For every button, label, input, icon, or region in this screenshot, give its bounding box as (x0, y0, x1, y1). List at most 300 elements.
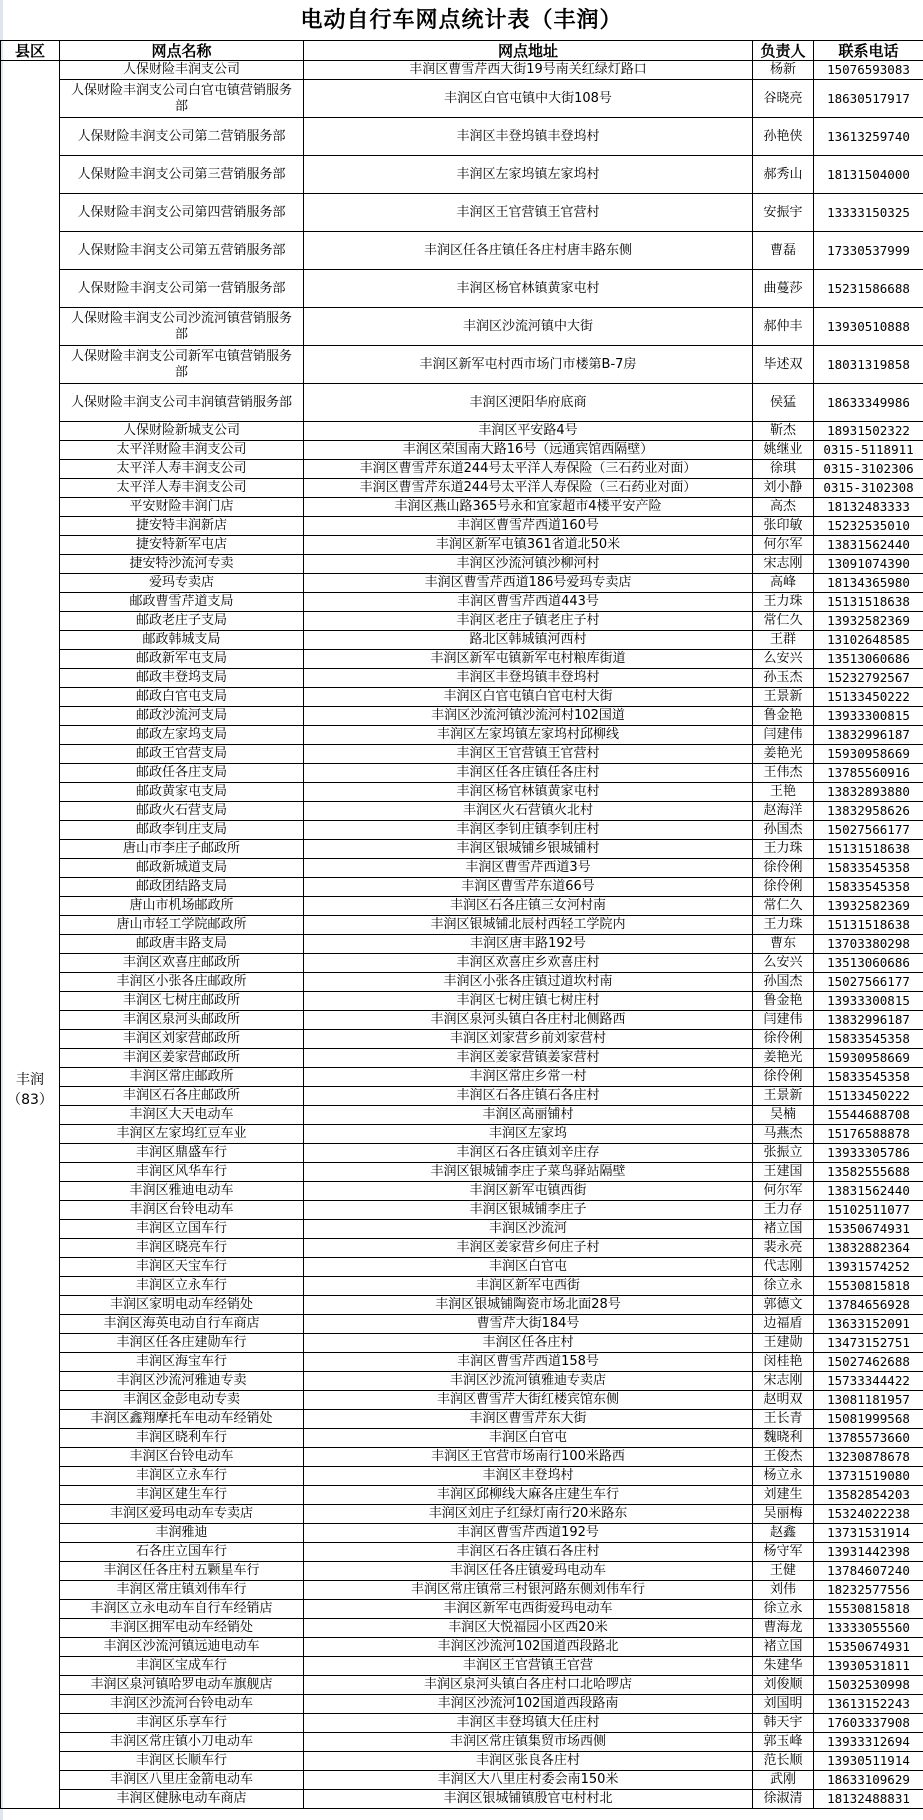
table-row (1, 1030, 923, 1049)
cell-phone: 13582555688 (814, 1163, 923, 1182)
table-row (1, 745, 923, 764)
cell-phone: 13081181957 (814, 1391, 923, 1410)
cell-person: 曹海龙 (753, 1619, 814, 1638)
cell-person: 郭德文 (753, 1296, 814, 1315)
cell-phone: 15176588878 (814, 1125, 923, 1144)
cell-phone: 13784656928 (814, 1296, 923, 1315)
cell-person: 姚继业 (753, 441, 814, 460)
cell-address: 丰润区左家坞 (304, 1125, 753, 1144)
cell-address: 丰润区沙流河102国道西段路北 (304, 1638, 753, 1657)
cell-phone: 18131504000 (814, 156, 923, 194)
cell-address: 丰润区石各庄镇石各庄村 (304, 1087, 753, 1106)
cell-person: 王力珠 (753, 840, 814, 859)
cell-person: 常仁久 (753, 897, 814, 916)
cell-address: 丰润区新军屯西街爱玛电动车 (304, 1600, 753, 1619)
cell-address: 丰润区银城铺李庄子 (304, 1201, 753, 1220)
cell-address: 丰润区王官营市场南行100米路西 (304, 1448, 753, 1467)
cell-address: 丰润区曹雪芹西大街19号南关红绿灯路口 (304, 61, 753, 80)
cell-outlet-name: 唐山市轻工学院邮政所 (60, 916, 304, 935)
table-row (1, 1315, 923, 1334)
cell-person: 安振宇 (753, 194, 814, 232)
cell-phone: 15076593083 (814, 61, 923, 80)
table-row (1, 688, 923, 707)
cell-person: 王艳 (753, 783, 814, 802)
cell-outlet-name: 丰润区泉河头邮政所 (60, 1011, 304, 1030)
cell-phone: 13731531914 (814, 1524, 923, 1543)
table-row (1, 878, 923, 897)
cell-person: 王景新 (753, 688, 814, 707)
cell-person: 徐伶俐 (753, 878, 814, 897)
cell-outlet-name: 丰润区沙流河台铃电动车 (60, 1695, 304, 1714)
cell-person: 王俊杰 (753, 1448, 814, 1467)
cell-address: 丰润区曹雪芹西道160号 (304, 517, 753, 536)
table-row (1, 707, 923, 726)
table-row (1, 270, 923, 308)
cell-outlet-name: 丰润区常庄镇小刀电动车 (60, 1733, 304, 1752)
table-row (1, 536, 923, 555)
cell-phone: 0315-3102308 (814, 479, 923, 498)
table-row (1, 1771, 923, 1790)
cell-outlet-name: 人保财险丰润支公司第二营销服务部 (60, 118, 304, 156)
cell-address: 丰润区曹雪芹东道244号太平洋人寿保险（三石药业对面） (304, 479, 753, 498)
cell-address: 丰润区泉河头镇白各庄村口北哈啰店 (304, 1676, 753, 1695)
table-row (1, 517, 923, 536)
cell-person: 姜艳光 (753, 745, 814, 764)
cell-outlet-name: 丰润区八里庄金箭电动车 (60, 1771, 304, 1790)
cell-outlet-name: 丰润区天宝车行 (60, 1258, 304, 1277)
cell-outlet-name: 人保财险丰润支公司第一营销服务部 (60, 270, 304, 308)
cell-person: 鲁金艳 (753, 992, 814, 1011)
cell-address: 丰润区大八里庄村委会南150米 (304, 1771, 753, 1790)
cell-outlet-name: 石各庄立国车行 (60, 1543, 304, 1562)
cell-person: 刘国明 (753, 1695, 814, 1714)
outlet-table (0, 40, 923, 1809)
cell-outlet-name: 丰润区长顺车行 (60, 1752, 304, 1771)
table-row (1, 156, 923, 194)
cell-outlet-name: 平安财险丰润门店 (60, 498, 304, 517)
cell-person: 刘伟 (753, 1581, 814, 1600)
cell-address: 丰润区唐丰路192号 (304, 935, 753, 954)
cell-phone: 13703380298 (814, 935, 923, 954)
table-row (1, 1429, 923, 1448)
cell-outlet-name: 丰润区任各庄村五颗星车行 (60, 1562, 304, 1581)
cell-address: 路北区韩城镇河西村 (304, 631, 753, 650)
cell-person: 吴楠 (753, 1106, 814, 1125)
table-row (1, 346, 923, 384)
cell-outlet-name: 邮政唐丰路支局 (60, 935, 304, 954)
cell-person: 赵明双 (753, 1391, 814, 1410)
cell-address: 丰润区泉河头镇白各庄村北侧路西 (304, 1011, 753, 1030)
cell-address: 丰润区邱柳线大麻各庄建生车行 (304, 1486, 753, 1505)
cell-outlet-name: 邮政韩城支局 (60, 631, 304, 650)
cell-outlet-name: 丰润区欢喜庄邮政所 (60, 954, 304, 973)
table-row (1, 1258, 923, 1277)
cell-address: 丰润区沙流河镇沙流河村102国道 (304, 707, 753, 726)
cell-outlet-name: 唐山市李庄子邮政所 (60, 840, 304, 859)
table-row (1, 1163, 923, 1182)
cell-person: 何尔军 (753, 536, 814, 555)
cell-outlet-name: 人保财险丰润支公司新军屯镇营销服务部 (60, 346, 304, 384)
cell-phone: 13832996187 (814, 1011, 923, 1030)
cell-outlet-name: 唐山市机场邮政所 (60, 897, 304, 916)
cell-phone: 13582854203 (814, 1486, 923, 1505)
table-row (1, 650, 923, 669)
cell-phone: 15131518638 (814, 840, 923, 859)
cell-outlet-name: 丰润区刘家营邮政所 (60, 1030, 304, 1049)
cell-address: 丰润区丰登坞镇大任庄村 (304, 1714, 753, 1733)
table-row (1, 1695, 923, 1714)
table-row (1, 1752, 923, 1771)
cell-address: 丰润区姜家营镇姜家营村 (304, 1049, 753, 1068)
cell-phone: 0315-5118911 (814, 441, 923, 460)
cell-outlet-name: 太平洋财险丰润支公司 (60, 441, 304, 460)
cell-address: 丰润区白官屯 (304, 1258, 753, 1277)
cell-person: 吴丽梅 (753, 1505, 814, 1524)
cell-outlet-name: 丰润区晓利车行 (60, 1429, 304, 1448)
cell-person: 孙玉杰 (753, 669, 814, 688)
cell-phone: 15350674931 (814, 1638, 923, 1657)
table-row (1, 1467, 923, 1486)
cell-address: 丰润区曹雪芹西道443号 (304, 593, 753, 612)
cell-person: 闵桂艳 (753, 1353, 814, 1372)
cell-address: 丰润区白官屯 (304, 1429, 753, 1448)
cell-address: 丰润区丰登坞镇丰登坞村 (304, 118, 753, 156)
cell-phone: 15930958669 (814, 745, 923, 764)
cell-phone: 15833545358 (814, 859, 923, 878)
table-row (1, 574, 923, 593)
cell-person: 徐琪 (753, 460, 814, 479)
cell-phone: 15133450222 (814, 688, 923, 707)
cell-phone: 13930510888 (814, 308, 923, 346)
cell-phone: 13932582369 (814, 612, 923, 631)
cell-address: 丰润区常庄镇集贸市场西侧 (304, 1733, 753, 1752)
cell-outlet-name: 丰润区台铃电动车 (60, 1448, 304, 1467)
cell-phone: 15032530998 (814, 1676, 923, 1695)
table-row (1, 935, 923, 954)
table-row (1, 726, 923, 745)
cell-phone: 13633152091 (814, 1315, 923, 1334)
cell-person: 何尔军 (753, 1182, 814, 1201)
cell-phone: 13933312694 (814, 1733, 923, 1752)
cell-outlet-name: 丰润区风华车行 (60, 1163, 304, 1182)
cell-address: 丰润区曹雪芹西道192号 (304, 1524, 753, 1543)
cell-outlet-name: 丰润区姜家营邮政所 (60, 1049, 304, 1068)
cell-person: 王伟杰 (753, 764, 814, 783)
cell-phone: 15131518638 (814, 916, 923, 935)
cell-outlet-name: 邮政曹雪芹道支局 (60, 593, 304, 612)
cell-person: 孙国杰 (753, 821, 814, 840)
cell-outlet-name: 人保财险丰润支公司沙流河镇营销服务部 (60, 308, 304, 346)
cell-address: 丰润区高丽铺村 (304, 1106, 753, 1125)
cell-person: 马燕杰 (753, 1125, 814, 1144)
cell-outlet-name: 丰润区鑫翔摩托车电动车经销处 (60, 1410, 304, 1429)
table-row (1, 1353, 923, 1372)
cell-phone: 13731519080 (814, 1467, 923, 1486)
table-row (1, 1391, 923, 1410)
cell-address: 丰润区左家坞镇左家坞村邱柳线 (304, 726, 753, 745)
cell-address: 丰润区新军屯村西市场门市楼第B-7房 (304, 346, 753, 384)
cell-person: 孙国杰 (753, 973, 814, 992)
cell-outlet-name: 丰润区建生车行 (60, 1486, 304, 1505)
cell-address: 丰润区石各庄镇石各庄村 (304, 1543, 753, 1562)
table-row (1, 1562, 923, 1581)
cell-outlet-name: 丰润区泉河镇哈罗电动车旗舰店 (60, 1676, 304, 1695)
cell-outlet-name: 捷安特新军屯店 (60, 536, 304, 555)
cell-phone: 13933300815 (814, 707, 923, 726)
cell-person: 王力珠 (753, 916, 814, 935)
cell-address: 丰润区杨官林镇黄家屯村 (304, 270, 753, 308)
cell-phone: 18134365980 (814, 574, 923, 593)
cell-outlet-name: 丰润区宝成车行 (60, 1657, 304, 1676)
cell-address: 丰润区曹雪芹东大街 (304, 1410, 753, 1429)
table-row (1, 460, 923, 479)
table-row (1, 555, 923, 574)
cell-phone: 15530815818 (814, 1600, 923, 1619)
table-row (1, 1106, 923, 1125)
cell-address: 丰润区常庄镇常三村银河路东侧刘伟车行 (304, 1581, 753, 1600)
cell-phone: 15324022238 (814, 1505, 923, 1524)
cell-outlet-name: 丰润区小张各庄邮政所 (60, 973, 304, 992)
cell-person: 代志刚 (753, 1258, 814, 1277)
cell-phone: 13513060686 (814, 650, 923, 669)
cell-person: 刘俊顺 (753, 1676, 814, 1695)
cell-address: 丰润区银城铺北辰村西轻工学院内 (304, 916, 753, 935)
cell-phone: 13933305786 (814, 1144, 923, 1163)
cell-address: 丰润区任各庄镇爱玛电动车 (304, 1562, 753, 1581)
cell-person: 宋志刚 (753, 1372, 814, 1391)
cell-address: 丰润区小张各庄镇过道坎村南 (304, 973, 753, 992)
cell-outlet-name: 人保财险丰润支公司 (60, 61, 304, 80)
cell-phone: 15133450222 (814, 1087, 923, 1106)
cell-address: 丰润区新军屯西街 (304, 1277, 753, 1296)
cell-person: 刘建生 (753, 1486, 814, 1505)
cell-outlet-name: 丰润区七树庄邮政所 (60, 992, 304, 1011)
cell-person: 郭玉峰 (753, 1733, 814, 1752)
cell-phone: 15930958669 (814, 1049, 923, 1068)
cell-outlet-name: 邮政老庄子支局 (60, 612, 304, 631)
cell-address: 丰润区曹雪芹西道186号爱玛专卖店 (304, 574, 753, 593)
cell-address: 丰润区平安路4号 (304, 422, 753, 441)
table-row (1, 821, 923, 840)
cell-address: 丰润区丰登坞村 (304, 1467, 753, 1486)
table-row (1, 764, 923, 783)
cell-person: 张印敏 (753, 517, 814, 536)
table-row (1, 612, 923, 631)
cell-outlet-name: 丰润区海英电动自行车商店 (60, 1315, 304, 1334)
cell-phone: 15733344422 (814, 1372, 923, 1391)
cell-phone: 15027566177 (814, 973, 923, 992)
cell-person: 边福盾 (753, 1315, 814, 1334)
cell-person: 高杰 (753, 498, 814, 517)
cell-outlet-name: 丰润区沙流河雅迪专卖 (60, 1372, 304, 1391)
cell-outlet-name: 丰润区立永车行 (60, 1277, 304, 1296)
cell-person: 徐伶俐 (753, 1068, 814, 1087)
county-cell (1, 61, 60, 1809)
cell-address: 丰润区刘家营乡前刘家营村 (304, 1030, 753, 1049)
cell-person: 王力存 (753, 1201, 814, 1220)
cell-address: 丰润区王官营镇王官营 (304, 1657, 753, 1676)
cell-outlet-name: 人保财险新城支公司 (60, 422, 304, 441)
table-body (1, 61, 923, 1809)
cell-phone: 13333150325 (814, 194, 923, 232)
table-row (1, 441, 923, 460)
cell-phone: 15232535010 (814, 517, 923, 536)
cell-address: 丰润区任各庄村 (304, 1334, 753, 1353)
cell-phone: 18031319858 (814, 346, 923, 384)
cell-person: 武刚 (753, 1771, 814, 1790)
cell-outlet-name: 丰润区常庄镇刘伟车行 (60, 1581, 304, 1600)
cell-outlet-name: 人保财险丰润支公司丰润镇营销服务部 (60, 384, 304, 422)
cell-address: 丰润区任各庄镇任各庄村 (304, 764, 753, 783)
cell-phone: 15350674931 (814, 1220, 923, 1239)
header-address: 网点地址 (304, 41, 753, 61)
table-row (1, 1543, 923, 1562)
cell-outlet-name: 丰润区海宝车行 (60, 1353, 304, 1372)
cell-phone: 18132483333 (814, 498, 923, 517)
cell-outlet-name: 丰润区左家坞红豆车业 (60, 1125, 304, 1144)
cell-phone: 13931442398 (814, 1543, 923, 1562)
cell-address: 丰润区王官营镇王官营村 (304, 194, 753, 232)
cell-phone: 13513060686 (814, 954, 923, 973)
table-row (1, 1790, 923, 1809)
table-row (1, 783, 923, 802)
cell-address: 丰润区曹雪芹大街红楼宾馆东侧 (304, 1391, 753, 1410)
cell-address: 丰润区七树庄镇七树庄村 (304, 992, 753, 1011)
cell-person: 王建国 (753, 1163, 814, 1182)
cell-outlet-name: 邮政新城道支局 (60, 859, 304, 878)
cell-person: 曲蔓莎 (753, 270, 814, 308)
table-row (1, 1220, 923, 1239)
cell-address: 丰润区银城铺李庄子菜鸟驿站隔壁 (304, 1163, 753, 1182)
table-row (1, 80, 923, 118)
cell-phone: 15833545358 (814, 878, 923, 897)
table-row (1, 1068, 923, 1087)
table-row (1, 840, 923, 859)
cell-person: 徐伶俐 (753, 859, 814, 878)
cell-person: 曹磊 (753, 232, 814, 270)
table-row (1, 1581, 923, 1600)
table-row (1, 479, 923, 498)
cell-outlet-name: 丰润区石各庄邮政所 (60, 1087, 304, 1106)
cell-person: 魏晓利 (753, 1429, 814, 1448)
cell-outlet-name: 太平洋人寿丰润支公司 (60, 479, 304, 498)
cell-address: 丰润区沙流河镇沙柳河村 (304, 555, 753, 574)
cell-outlet-name: 邮政丰登坞支局 (60, 669, 304, 688)
cell-address: 曹雪芹大街184号 (304, 1315, 753, 1334)
header-phone: 联系电话 (814, 41, 923, 61)
county-count: （83） (7, 1091, 53, 1108)
table-row (1, 1638, 923, 1657)
cell-person: 谷晓亮 (753, 80, 814, 118)
county-name: 丰润 (16, 1071, 44, 1088)
cell-person: 刘小静 (753, 479, 814, 498)
table-row (1, 61, 923, 80)
table-row (1, 802, 923, 821)
cell-person: 杨新 (753, 61, 814, 80)
cell-person: 王群 (753, 631, 814, 650)
cell-outlet-name: 邮政左家坞支局 (60, 726, 304, 745)
cell-outlet-name: 爱玛专卖店 (60, 574, 304, 593)
cell-address: 丰润区白官屯镇白官屯村大街 (304, 688, 753, 707)
cell-address: 丰润区石各庄镇三女河村南 (304, 897, 753, 916)
cell-address: 丰润区张良各庄村 (304, 1752, 753, 1771)
cell-outlet-name: 捷安特丰润新店 (60, 517, 304, 536)
table-row (1, 1505, 923, 1524)
cell-outlet-name: 人保财险丰润支公司第四营销服务部 (60, 194, 304, 232)
cell-phone: 15027462688 (814, 1353, 923, 1372)
cell-address: 丰润区白官屯镇中大街108号 (304, 80, 753, 118)
cell-address: 丰润区大悦福园小区西20米 (304, 1619, 753, 1638)
cell-outlet-name: 丰润区雅迪电动车 (60, 1182, 304, 1201)
cell-person: 韩天宇 (753, 1714, 814, 1733)
cell-phone: 13832958626 (814, 802, 923, 821)
table-row (1, 916, 923, 935)
cell-phone: 13831562440 (814, 536, 923, 555)
cell-phone: 13784607240 (814, 1562, 923, 1581)
table-row (1, 1144, 923, 1163)
cell-phone: 13831562440 (814, 1182, 923, 1201)
cell-outlet-name: 邮政白官屯支局 (60, 688, 304, 707)
cell-address: 丰润区银城铺乡银城铺村 (304, 840, 753, 859)
cell-outlet-name: 邮政沙流河支局 (60, 707, 304, 726)
cell-person: 么安兴 (753, 954, 814, 973)
cell-person: 么安兴 (753, 650, 814, 669)
cell-address: 丰润区沙流河 (304, 1220, 753, 1239)
table-row (1, 593, 923, 612)
table-row (1, 1277, 923, 1296)
cell-outlet-name: 邮政新军屯支局 (60, 650, 304, 669)
cell-outlet-name: 丰润区立永电动车自行车经销店 (60, 1600, 304, 1619)
cell-phone: 13931574252 (814, 1258, 923, 1277)
table-row (1, 631, 923, 650)
cell-person: 褚立国 (753, 1638, 814, 1657)
cell-address: 丰润区常庄乡常一村 (304, 1068, 753, 1087)
cell-person: 徐立永 (753, 1600, 814, 1619)
cell-address: 丰润区新军屯镇新军屯村粮库街道 (304, 650, 753, 669)
cell-address: 丰润区荣国南大路16号（远通宾馆西隔壁） (304, 441, 753, 460)
cell-outlet-name: 丰润区鼎盛车行 (60, 1144, 304, 1163)
table-row (1, 1619, 923, 1638)
table-row (1, 1201, 923, 1220)
cell-outlet-name: 邮政黄家屯支局 (60, 783, 304, 802)
cell-person: 王景新 (753, 1087, 814, 1106)
cell-address: 丰润区石各庄镇刘辛庄存 (304, 1144, 753, 1163)
cell-phone: 13785560916 (814, 764, 923, 783)
table-row (1, 1657, 923, 1676)
table-row (1, 954, 923, 973)
cell-phone: 15530815818 (814, 1277, 923, 1296)
cell-person: 徐立永 (753, 1277, 814, 1296)
cell-outlet-name: 丰润区爱玛电动车专卖店 (60, 1505, 304, 1524)
cell-phone: 15027566177 (814, 821, 923, 840)
cell-address: 丰润区曹雪芹西道3号 (304, 859, 753, 878)
cell-phone: 13933300815 (814, 992, 923, 1011)
cell-address: 丰润区老庄子镇老庄子村 (304, 612, 753, 631)
cell-phone: 13832996187 (814, 726, 923, 745)
cell-person: 范长顺 (753, 1752, 814, 1771)
cell-phone: 18633109629 (814, 1771, 923, 1790)
cell-outlet-name: 太平洋人寿丰润支公司 (60, 460, 304, 479)
cell-outlet-name: 丰润区大天电动车 (60, 1106, 304, 1125)
cell-person: 郝秀山 (753, 156, 814, 194)
cell-person: 鲁金艳 (753, 707, 814, 726)
cell-phone: 18633349986 (814, 384, 923, 422)
cell-phone: 15833545358 (814, 1030, 923, 1049)
cell-phone: 0315-3102306 (814, 460, 923, 479)
cell-phone: 15102511077 (814, 1201, 923, 1220)
cell-outlet-name: 丰润区立永车行 (60, 1467, 304, 1486)
table-row (1, 1372, 923, 1391)
